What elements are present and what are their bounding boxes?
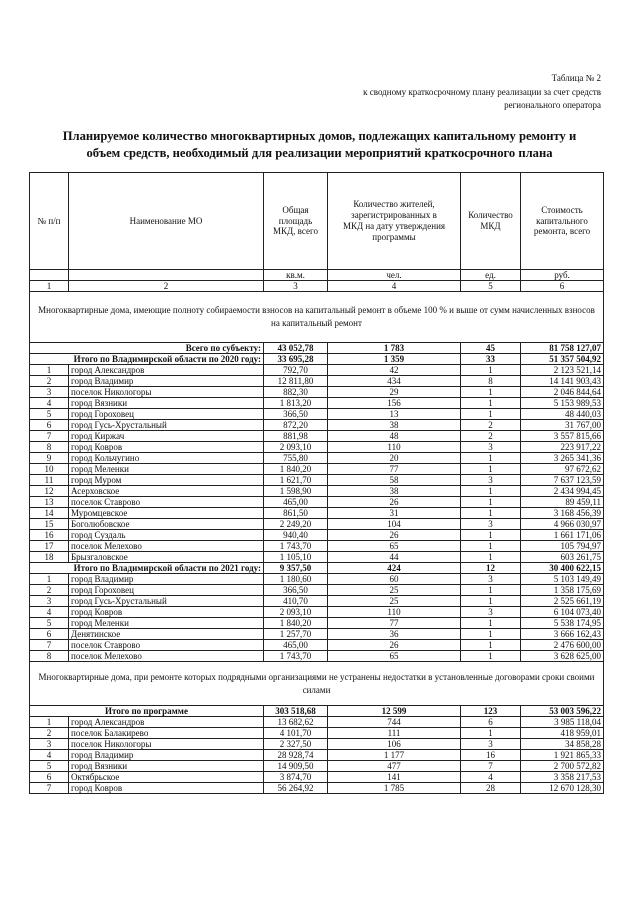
row-number: 5	[30, 618, 69, 629]
table-row	[30, 750, 604, 761]
table-row	[30, 596, 604, 607]
area-value: 14 909,50	[264, 761, 328, 772]
table-row	[30, 376, 604, 387]
total-cost: 51 357 504,92	[521, 354, 604, 365]
residents-value: 31	[328, 508, 461, 519]
cost-value: 6 104 073,40	[521, 607, 604, 618]
section-title: Многоквартирные дома, при ремонте которых подрядными организациями не устранены недостатки в установленные договорами сроки своими силами	[30, 662, 604, 706]
count-value: 2	[461, 431, 521, 442]
table-row	[30, 431, 604, 442]
cost-value: 2 525 661,19	[521, 596, 604, 607]
cost-value: 7 637 123,59	[521, 475, 604, 486]
residents-value: 1 177	[328, 750, 461, 761]
municipality-name: город Муром	[69, 475, 264, 486]
column-number-row	[30, 281, 604, 292]
municipality-name: Октябрьское	[69, 772, 264, 783]
unit-cost: руб.	[521, 270, 604, 281]
cost-value: 89 459,11	[521, 497, 604, 508]
area-value: 1 813,20	[264, 398, 328, 409]
area-value: 940,40	[264, 530, 328, 541]
residents-value: 77	[328, 464, 461, 475]
area-value: 1 621,70	[264, 475, 328, 486]
table-row	[30, 552, 604, 563]
row-number: 4	[30, 750, 69, 761]
total-label: Всего по субъекту:	[30, 343, 264, 354]
residents-value: 434	[328, 376, 461, 387]
area-value: 13 682,62	[264, 717, 328, 728]
count-value: 1	[461, 508, 521, 519]
area-value: 1 743,70	[264, 651, 328, 662]
count-value: 3	[461, 574, 521, 585]
total-label: Итого по программе	[30, 706, 264, 717]
area-value: 1 840,20	[264, 464, 328, 475]
cost-value: 223 917,22	[521, 442, 604, 453]
municipality-name: город Меленки	[69, 618, 264, 629]
municipality-name: поселок Ставрово	[69, 640, 264, 651]
colnum: 1	[30, 281, 69, 292]
total-area: 303 518,68	[264, 706, 328, 717]
area-value: 2 249,20	[264, 519, 328, 530]
municipality-name: поселок Мелехово	[69, 651, 264, 662]
count-value: 2	[461, 420, 521, 431]
count-value: 1	[461, 541, 521, 552]
cost-value: 4 966 030,97	[521, 519, 604, 530]
table-row	[30, 475, 604, 486]
total-area: 9 357,50	[264, 563, 328, 574]
area-value: 366,50	[264, 585, 328, 596]
row-number: 12	[30, 486, 69, 497]
column-header-row	[30, 173, 604, 270]
cost-value: 34 858,28	[521, 739, 604, 750]
row-number: 16	[30, 530, 69, 541]
table-row	[30, 464, 604, 475]
row-number: 6	[30, 420, 69, 431]
row-number: 14	[30, 508, 69, 519]
units-row	[30, 270, 604, 281]
residents-value: 110	[328, 442, 461, 453]
residents-value: 13	[328, 409, 461, 420]
total-residents: 1 783	[328, 343, 461, 354]
residents-value: 744	[328, 717, 461, 728]
municipality-name: поселок Мелехово	[69, 541, 264, 552]
row-number: 8	[30, 651, 69, 662]
cost-value: 5 103 149,49	[521, 574, 604, 585]
colnum: 5	[461, 281, 521, 292]
total-count: 45	[461, 343, 521, 354]
municipality-name: Денятинское	[69, 629, 264, 640]
municipality-name: город Суздаль	[69, 530, 264, 541]
row-number: 13	[30, 497, 69, 508]
residents-value: 111	[328, 728, 461, 739]
table-row	[30, 497, 604, 508]
residents-value: 26	[328, 640, 461, 651]
col-header-residents: Количество жителей, зарегистрированных в МКД на дату утверждения программы	[328, 173, 461, 270]
count-value: 1	[461, 552, 521, 563]
count-value: 4	[461, 772, 521, 783]
total-area: 43 052,78	[264, 343, 328, 354]
total-area: 33 695,28	[264, 354, 328, 365]
count-value: 3	[461, 519, 521, 530]
col-header-cost: Стоимость капитального ремонта, всего	[521, 173, 604, 270]
municipality-name: поселок Никологоры	[69, 739, 264, 750]
residents-value: 60	[328, 574, 461, 585]
area-value: 28 928,74	[264, 750, 328, 761]
area-value: 4 101,70	[264, 728, 328, 739]
area-value: 1 840,20	[264, 618, 328, 629]
count-value: 1	[461, 585, 521, 596]
cost-value: 2 476 600,00	[521, 640, 604, 651]
municipality-name: город Меленки	[69, 464, 264, 475]
residents-value: 20	[328, 453, 461, 464]
area-value: 366,50	[264, 409, 328, 420]
year-2020-total-row	[30, 354, 604, 365]
table-row	[30, 585, 604, 596]
row-number: 3	[30, 739, 69, 750]
residents-value: 77	[328, 618, 461, 629]
count-value: 8	[461, 376, 521, 387]
table-row	[30, 519, 604, 530]
unit-count: ед.	[461, 270, 521, 281]
total-residents: 424	[328, 563, 461, 574]
municipality-name: поселок Балакирево	[69, 728, 264, 739]
count-value: 1	[461, 497, 521, 508]
residents-value: 106	[328, 739, 461, 750]
row-number: 10	[30, 464, 69, 475]
plan-table	[29, 172, 604, 794]
area-value: 882,30	[264, 387, 328, 398]
unit-area: кв.м.	[264, 270, 328, 281]
colnum: 6	[521, 281, 604, 292]
area-value: 1 598,90	[264, 486, 328, 497]
title-line: объем средств, необходимый для реализации мероприятий краткосрочного плана	[86, 146, 553, 160]
table-row	[30, 739, 604, 750]
cost-value: 3 628 625,00	[521, 651, 604, 662]
caption-line: к сводному краткосрочному плану реализации за счет средств	[363, 86, 601, 97]
count-value: 1	[461, 629, 521, 640]
section-title: Многоквартирные дома, имеющие полноту собираемости взносов на капитальный ремонт в объеме 100 % и выше от сумм начисленных взносов на капитальный ремонт	[30, 292, 604, 343]
cost-value: 97 672,62	[521, 464, 604, 475]
cost-value: 3 557 815,66	[521, 431, 604, 442]
residents-value: 25	[328, 596, 461, 607]
municipality-name: город Вязники	[69, 398, 264, 409]
row-number: 4	[30, 398, 69, 409]
municipality-name: город Владимир	[69, 574, 264, 585]
municipality-name: город Александров	[69, 717, 264, 728]
table-row	[30, 530, 604, 541]
row-number: 1	[30, 365, 69, 376]
row-number: 3	[30, 596, 69, 607]
row-number: 1	[30, 717, 69, 728]
table-row	[30, 365, 604, 376]
cost-value: 3 666 162,43	[521, 629, 604, 640]
residents-value: 1 785	[328, 783, 461, 794]
area-value: 1 180,60	[264, 574, 328, 585]
row-number: 4	[30, 607, 69, 618]
count-value: 1	[461, 530, 521, 541]
row-number: 6	[30, 629, 69, 640]
cost-value: 12 670 128,30	[521, 783, 604, 794]
count-value: 1	[461, 464, 521, 475]
municipality-name: город Кольчугино	[69, 453, 264, 464]
cost-value: 2 046 844,64	[521, 387, 604, 398]
total-count: 123	[461, 706, 521, 717]
cost-value: 3 168 456,39	[521, 508, 604, 519]
total-label: Итого по Владимирской области по 2021 году:	[30, 563, 264, 574]
row-number: 5	[30, 409, 69, 420]
row-number: 7	[30, 431, 69, 442]
plan-table-body	[30, 173, 604, 794]
area-value: 56 264,92	[264, 783, 328, 794]
count-value: 1	[461, 486, 521, 497]
row-number: 18	[30, 552, 69, 563]
residents-value: 25	[328, 585, 461, 596]
table-row	[30, 409, 604, 420]
cost-value: 418 959,01	[521, 728, 604, 739]
table-row	[30, 761, 604, 772]
municipality-name: город Вязники	[69, 761, 264, 772]
area-value: 1 743,70	[264, 541, 328, 552]
unit-residents: чел.	[328, 270, 461, 281]
col-header-area: Общая площадь МКД, всего	[264, 173, 328, 270]
municipality-name: город Ковров	[69, 783, 264, 794]
cost-value: 1 921 865,33	[521, 750, 604, 761]
municipality-name: поселок Никологоры	[69, 387, 264, 398]
count-value: 3	[461, 442, 521, 453]
count-value: 1	[461, 453, 521, 464]
municipality-name: Боголюбовское	[69, 519, 264, 530]
residents-value: 36	[328, 629, 461, 640]
table-row	[30, 640, 604, 651]
row-number: 2	[30, 728, 69, 739]
section-title-row	[30, 292, 604, 343]
table-row	[30, 442, 604, 453]
count-value: 6	[461, 717, 521, 728]
area-value: 465,00	[264, 640, 328, 651]
count-value: 3	[461, 739, 521, 750]
municipality-name: город Гусь-Хрустальный	[69, 420, 264, 431]
municipality-name: поселок Ставрово	[69, 497, 264, 508]
residents-value: 38	[328, 486, 461, 497]
count-value: 1	[461, 728, 521, 739]
row-number: 9	[30, 453, 69, 464]
area-value: 755,80	[264, 453, 328, 464]
residents-value: 65	[328, 541, 461, 552]
row-number: 5	[30, 761, 69, 772]
count-value: 1	[461, 651, 521, 662]
count-value: 1	[461, 365, 521, 376]
count-value: 28	[461, 783, 521, 794]
cost-value: 3 985 118,04	[521, 717, 604, 728]
cost-value: 14 141 903,43	[521, 376, 604, 387]
section-title-row	[30, 662, 604, 706]
municipality-name: Муромцевское	[69, 508, 264, 519]
municipality-name: город Киржач	[69, 431, 264, 442]
total-cost: 53 003 596,22	[521, 706, 604, 717]
residents-value: 477	[328, 761, 461, 772]
municipality-name: город Ковров	[69, 442, 264, 453]
municipality-name: город Владимир	[69, 376, 264, 387]
area-value: 410,70	[264, 596, 328, 607]
residents-value: 110	[328, 607, 461, 618]
row-number: 1	[30, 574, 69, 585]
municipality-name: город Гусь-Хрустальный	[69, 596, 264, 607]
residents-value: 48	[328, 431, 461, 442]
count-value: 3	[461, 607, 521, 618]
table-caption	[363, 72, 601, 113]
cost-value: 3 358 217,53	[521, 772, 604, 783]
count-value: 1	[461, 398, 521, 409]
residents-value: 38	[328, 420, 461, 431]
municipality-name: город Гороховец	[69, 585, 264, 596]
count-value: 1	[461, 596, 521, 607]
area-value: 2 093,10	[264, 442, 328, 453]
row-number: 8	[30, 442, 69, 453]
residents-value: 65	[328, 651, 461, 662]
table-row	[30, 420, 604, 431]
table-row	[30, 453, 604, 464]
table-row	[30, 607, 604, 618]
count-value: 1	[461, 409, 521, 420]
row-number: 17	[30, 541, 69, 552]
year-2021-total-row	[30, 563, 604, 574]
row-number: 2	[30, 376, 69, 387]
table-row	[30, 728, 604, 739]
cost-value: 2 123 521,14	[521, 365, 604, 376]
cost-value: 2 700 572,82	[521, 761, 604, 772]
municipality-name: Брызгаловское	[69, 552, 264, 563]
residents-value: 141	[328, 772, 461, 783]
total-cost: 30 400 622,15	[521, 563, 604, 574]
cost-value: 105 794,97	[521, 541, 604, 552]
total-cost: 81 758 127,07	[521, 343, 604, 354]
area-value: 2 093,10	[264, 607, 328, 618]
subject-total-row	[30, 343, 604, 354]
program-total-row	[30, 706, 604, 717]
col-header-num: № п/п	[30, 173, 69, 270]
residents-value: 29	[328, 387, 461, 398]
total-count: 12	[461, 563, 521, 574]
count-value: 1	[461, 387, 521, 398]
municipality-name: город Владимир	[69, 750, 264, 761]
row-number: 7	[30, 783, 69, 794]
table-row	[30, 783, 604, 794]
cost-value: 5 153 989,53	[521, 398, 604, 409]
col-header-name: Наименование МО	[69, 173, 264, 270]
colnum: 2	[69, 281, 264, 292]
cost-value: 1 661 171,06	[521, 530, 604, 541]
row-number: 7	[30, 640, 69, 651]
municipality-name: город Гороховец	[69, 409, 264, 420]
colnum: 3	[264, 281, 328, 292]
cost-value: 3 265 341,36	[521, 453, 604, 464]
municipality-name: город Александров	[69, 365, 264, 376]
count-value: 16	[461, 750, 521, 761]
table-row	[30, 717, 604, 728]
residents-value: 104	[328, 519, 461, 530]
residents-value: 26	[328, 497, 461, 508]
table-row	[30, 541, 604, 552]
table-row	[30, 574, 604, 585]
residents-value: 26	[328, 530, 461, 541]
document-title	[18, 128, 621, 162]
total-label: Итого по Владимирской области по 2020 году:	[30, 354, 264, 365]
area-value: 861,50	[264, 508, 328, 519]
area-value: 1 257,70	[264, 629, 328, 640]
col-header-count: Количество МКД	[461, 173, 521, 270]
count-value: 1	[461, 640, 521, 651]
table-row	[30, 486, 604, 497]
table-row	[30, 398, 604, 409]
table-number: Таблица № 2	[551, 73, 601, 83]
cost-value: 31 767,00	[521, 420, 604, 431]
caption-line: регионального оператора	[504, 100, 601, 110]
table-row	[30, 387, 604, 398]
cost-value: 2 434 994,45	[521, 486, 604, 497]
municipality-name: Асерховское	[69, 486, 264, 497]
total-residents: 1 359	[328, 354, 461, 365]
residents-value: 44	[328, 552, 461, 563]
residents-value: 42	[328, 365, 461, 376]
count-value: 7	[461, 761, 521, 772]
table-row	[30, 618, 604, 629]
cost-value: 48 440,03	[521, 409, 604, 420]
colnum: 4	[328, 281, 461, 292]
row-number: 2	[30, 585, 69, 596]
municipality-name: город Ковров	[69, 607, 264, 618]
table-row	[30, 651, 604, 662]
residents-value: 58	[328, 475, 461, 486]
row-number: 6	[30, 772, 69, 783]
total-residents: 12 599	[328, 706, 461, 717]
area-value: 1 105,10	[264, 552, 328, 563]
row-number: 11	[30, 475, 69, 486]
title-line: Планируемое количество многоквартирных домов, подлежащих капитальному ремонту и	[62, 129, 577, 143]
count-value: 1	[461, 618, 521, 629]
table-row	[30, 772, 604, 783]
area-value: 2 327,50	[264, 739, 328, 750]
area-value: 872,20	[264, 420, 328, 431]
total-count: 33	[461, 354, 521, 365]
area-value: 3 874,70	[264, 772, 328, 783]
area-value: 881,98	[264, 431, 328, 442]
cost-value: 1 358 175,69	[521, 585, 604, 596]
area-value: 465,00	[264, 497, 328, 508]
row-number: 3	[30, 387, 69, 398]
area-value: 12 811,80	[264, 376, 328, 387]
cost-value: 5 538 174,95	[521, 618, 604, 629]
residents-value: 156	[328, 398, 461, 409]
table-row	[30, 508, 604, 519]
row-number: 15	[30, 519, 69, 530]
cost-value: 603 261,75	[521, 552, 604, 563]
area-value: 792,70	[264, 365, 328, 376]
count-value: 3	[461, 475, 521, 486]
table-row	[30, 629, 604, 640]
